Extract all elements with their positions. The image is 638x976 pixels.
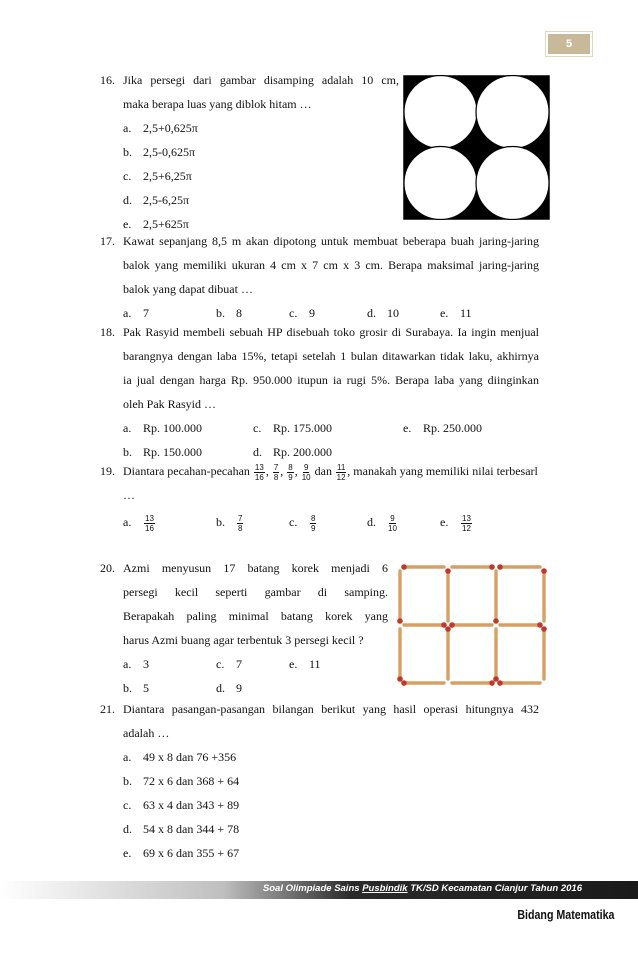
match-head xyxy=(489,564,495,570)
question-number: 19. xyxy=(100,464,115,478)
matchstick xyxy=(541,568,547,621)
fraction: $\frac{7}{8}$ xyxy=(273,462,279,482)
option-e[interactable]: e. 2,5+625π xyxy=(123,217,189,231)
match-head xyxy=(497,564,503,570)
option-b[interactable]: b. 72 x 6 dan 368 + 64 xyxy=(123,774,240,788)
matchstick xyxy=(397,571,403,624)
option-e[interactable]: e. Rp. 250.000 xyxy=(403,421,483,435)
matchstick-grid-figure xyxy=(392,559,552,690)
matchstick xyxy=(404,622,447,628)
match-head xyxy=(493,618,499,624)
question-text: Diantara pecahan-pecahan $\frac{13}{16}$ , $\frac{7}{8}$ , $\frac{8}{9}$ , $\frac{9}{10}$ dan $\frac{11}{12}$ , manakah yang memiliki nilai terbesarl xyxy=(123,462,538,482)
question-17 xyxy=(100,229,540,319)
subject-title: Bidang Matematika xyxy=(516,907,614,922)
option-b[interactable]: b. $\frac{7}{8}$ xyxy=(216,513,243,533)
match-head xyxy=(493,676,499,682)
question-text: Diantara pasangan-pasangan bilangan berikut yang hasil operasi hitungnya 432 xyxy=(123,702,539,716)
circle-top-right xyxy=(476,76,549,149)
matchstick xyxy=(445,568,451,621)
matchstick xyxy=(397,629,403,682)
match-head xyxy=(445,568,451,574)
matchstick xyxy=(497,564,540,570)
matchstick xyxy=(493,629,499,682)
page-number: 5 xyxy=(548,34,590,54)
question-19 xyxy=(100,459,540,539)
option-b[interactable]: b. Rp. 150.000 xyxy=(123,445,203,459)
question-text: balok yang memiliki ukuran 4 cm x 7 cm x 3 cm. Berapa maksimal jaring-jaring xyxy=(123,258,539,272)
match-head xyxy=(537,622,543,628)
option-d[interactable]: d. 54 x 8 dan 344 + 78 xyxy=(123,822,240,836)
question-text: ia jual dengan harga Rp. 950.000 itupun ia rugi 5%. Berapa laba yang diinginkan xyxy=(123,373,539,387)
option-c[interactable]: c. Rp. 175.000 xyxy=(253,421,333,435)
question-text: Berapakah paling minimal batang korek yang xyxy=(123,609,388,623)
option-a[interactable]: a. Rp. 100.000 xyxy=(123,421,203,435)
question-20 xyxy=(100,556,390,695)
question-21 xyxy=(100,697,540,860)
match-head xyxy=(497,680,503,686)
question-18 xyxy=(100,320,540,459)
circles-in-square-figure xyxy=(403,75,550,220)
question-text: oleh Pak Rasyid … xyxy=(123,397,216,411)
question-text: … xyxy=(123,488,135,502)
match-head xyxy=(397,676,403,682)
option-a[interactable]: a. 3 xyxy=(123,657,149,671)
matchstick xyxy=(493,571,499,624)
matchstick xyxy=(401,680,444,686)
match-head xyxy=(397,618,403,624)
matchstick xyxy=(500,622,543,628)
matchstick xyxy=(452,564,495,570)
question-number: 20. xyxy=(100,561,115,575)
question-16 xyxy=(100,68,400,231)
option-c[interactable]: c. 63 x 4 dan 343 + 89 xyxy=(123,798,240,812)
option-a[interactable]: a. 2,5+0,625π xyxy=(123,121,198,135)
option-e[interactable]: e. 69 x 6 dan 355 + 67 xyxy=(123,846,240,860)
option-b[interactable]: b. 5 xyxy=(123,681,149,695)
question-number: 16. xyxy=(100,73,115,87)
question-text: Kawat sepanjang 8,5 m akan dipotong untuk membuat beberapa buah jaring-jaring xyxy=(123,234,539,248)
match-head xyxy=(401,680,407,686)
option-d[interactable]: d. 9 xyxy=(216,681,242,695)
option-c[interactable]: c. 7 xyxy=(216,657,242,671)
circle-bottom-left xyxy=(404,147,477,220)
matchstick xyxy=(449,622,492,628)
fraction: $\frac{11}{12}$ xyxy=(336,462,346,482)
match-head xyxy=(445,626,451,632)
question-text: harus Azmi buang agar terbentuk 3 persegi kecil ? xyxy=(123,633,364,647)
question-number: 17. xyxy=(100,234,115,248)
question-text: Azmi menyusun 17 batang korek menjadi 6 xyxy=(123,561,388,575)
question-text: Jika persegi dari gambar disamping adalah 10 cm, xyxy=(123,73,399,87)
question-text: Pak Rasyid membeli sebuah HP disebuah toko grosir di Surabaya. Ia ingin menjual xyxy=(123,325,539,339)
question-number: 18. xyxy=(100,325,115,339)
matchstick xyxy=(541,626,547,679)
match-head xyxy=(401,564,407,570)
fraction: $\frac{13}{16}$ xyxy=(254,462,264,482)
fraction: $\frac{8}{9}$ xyxy=(288,462,293,482)
option-d[interactable]: d. 2,5-6,25π xyxy=(123,193,190,207)
question-text: barangnya dengan laba 15%, tetapi setelah 1 bulan ditawarkan tidak laku, akhirnya xyxy=(123,349,539,363)
question-text: maka berapa luas yang diblok hitam … xyxy=(123,97,312,111)
option-c[interactable]: c. 9 xyxy=(289,306,315,320)
matchstick xyxy=(497,680,540,686)
option-c[interactable]: c. $\frac{8}{9}$ xyxy=(289,513,316,533)
option-c[interactable]: c. 2,5+6,25π xyxy=(123,169,192,183)
fraction: $\frac{9}{10}$ xyxy=(301,462,311,482)
option-e[interactable]: e. 11 xyxy=(289,657,321,671)
option-e[interactable]: e. $\frac{13}{12}$ xyxy=(440,513,471,533)
option-e[interactable]: e. 11 xyxy=(440,306,472,320)
option-d[interactable]: d. $\frac{9}{10}$ xyxy=(367,513,397,533)
match-head xyxy=(489,680,495,686)
option-b[interactable]: b. 8 xyxy=(216,306,242,320)
match-head xyxy=(441,622,447,628)
footer-caption: Soal Olimpiade Sains Pusbindik TK/SD Kecamatan Cianjur Tahun 2016 xyxy=(262,883,582,894)
question-text: balok yang dapat dibuat … xyxy=(123,282,253,296)
match-head xyxy=(541,568,547,574)
circle-bottom-right xyxy=(476,147,549,220)
matchstick xyxy=(452,680,495,686)
question-number: 21. xyxy=(100,702,115,716)
match-head xyxy=(541,626,547,632)
matchstick xyxy=(445,626,451,679)
option-a[interactable]: a. 7 xyxy=(123,306,149,320)
matchstick xyxy=(401,564,444,570)
option-d[interactable]: d. Rp. 200.000 xyxy=(253,445,333,459)
question-text: adalah … xyxy=(123,726,170,740)
option-a[interactable]: a. 49 x 8 dan 76 +356 xyxy=(123,750,237,764)
question-text: persegi kecil seperti gambar di samping. xyxy=(123,585,388,599)
option-b[interactable]: b. 2,5-0,625π xyxy=(123,145,196,159)
option-a[interactable]: a. $\frac{13}{16}$ xyxy=(123,513,154,533)
circle-top-left xyxy=(404,76,477,149)
match-head xyxy=(449,622,455,628)
option-d[interactable]: d. 10 xyxy=(367,306,399,320)
